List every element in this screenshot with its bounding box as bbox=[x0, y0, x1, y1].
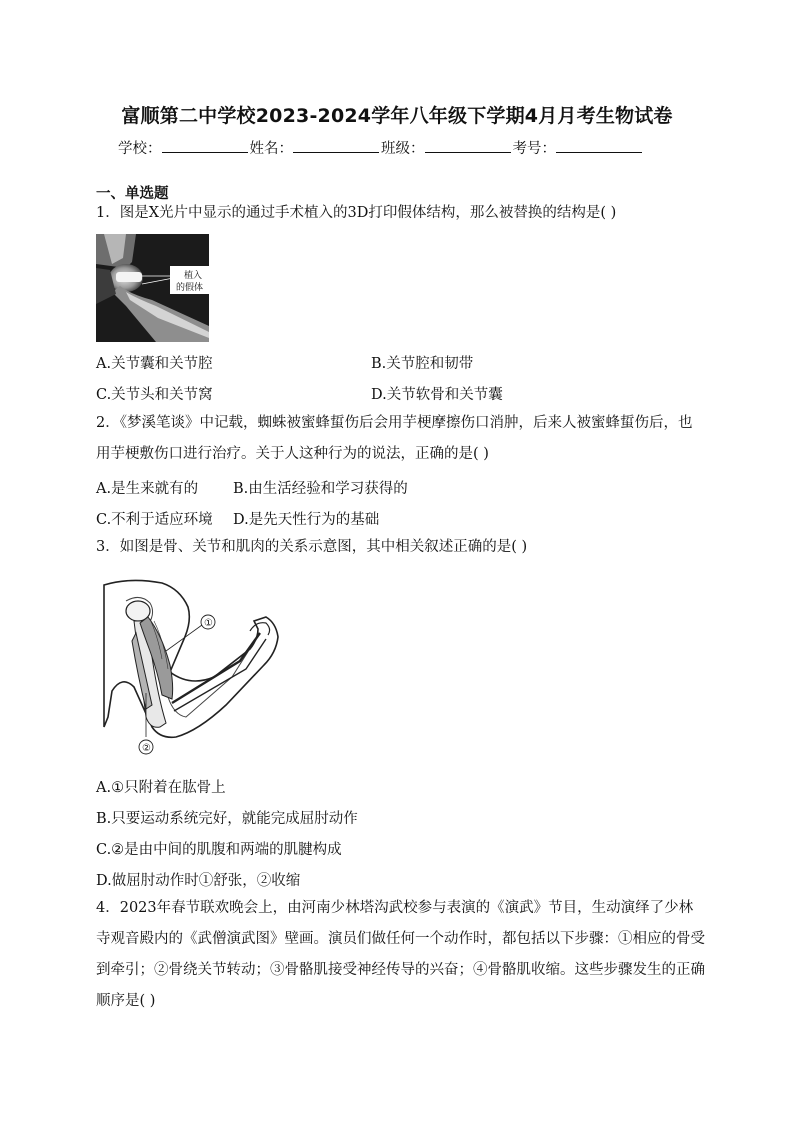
class-blank[interactable] bbox=[425, 138, 511, 153]
section-heading: 一、单选题 bbox=[96, 186, 169, 202]
q3-option-d[interactable]: D.做屈肘动作时①舒张，②收缩 bbox=[96, 873, 301, 889]
school-field bbox=[118, 137, 250, 158]
name-blank[interactable] bbox=[293, 138, 379, 153]
name-label: 姓名： bbox=[249, 141, 293, 157]
xray-label-line2: 的假体 bbox=[176, 283, 204, 293]
question-4-stem: 4．2023年春节联欢晚会上，由河南少林塔沟武校参与表演的《演武》节目，生动演绎了少林寺观音殿内的《武僧演武图》壁画。演员们做任何一个动作时，都包括以下步骤：①相应的骨受到牵引；②骨绕关节转动；③骨骼肌接受神经传导的兴奋；④骨骼肌收缩。这些步骤发生的正确顺序是( ) bbox=[96, 900, 705, 1009]
q2-option-a[interactable]: A.是生来就有的 bbox=[96, 481, 199, 497]
question-2-stem: 2．《梦溪笔谈》中记载，蜘蛛被蜜蜂蜇伤后会用芋梗摩擦伤口消肿，后来人被蜜蜂蜇伤后，也用芋梗敷伤口进行治疗。关于人这种行为的说法，正确的是( ) bbox=[96, 415, 693, 462]
q2-option-b[interactable]: B.由生活经验和学习获得的 bbox=[233, 481, 408, 497]
exam-number-blank[interactable] bbox=[556, 138, 642, 153]
question-1-stem: 1．图是X光片中显示的通过手术植入的3D打印假体结构，那么被替换的结构是( ) bbox=[96, 205, 617, 221]
q3-option-b[interactable]: B.只要运动系统完好，就能完成屈肘动作 bbox=[96, 811, 358, 827]
class-field bbox=[381, 137, 513, 158]
class-label: 班级： bbox=[381, 141, 425, 157]
question-3-stem: 3．如图是骨、关节和肌肉的关系示意图，其中相关叙述正确的是( ) bbox=[96, 539, 528, 555]
q1-option-b[interactable]: B.关节腔和韧带 bbox=[371, 356, 474, 372]
exam-title: 富顺第二中学校2023-2024学年八年级下学期4月月考生物试卷 bbox=[121, 105, 673, 127]
q3-option-c[interactable]: C.②是由中间的肌腹和两端的肌腱构成 bbox=[96, 842, 342, 858]
q2-option-d[interactable]: D.是先天性行为的基础 bbox=[233, 512, 380, 528]
name-field bbox=[250, 137, 382, 158]
school-blank[interactable] bbox=[162, 138, 248, 153]
student-info-row bbox=[118, 137, 644, 158]
q3-option-a[interactable]: A.①只附着在肱骨上 bbox=[96, 780, 226, 796]
q1-option-c[interactable]: C.关节头和关节窝 bbox=[96, 387, 213, 403]
school-label: 学校： bbox=[118, 141, 162, 157]
xray-label-line1: 植入 bbox=[184, 271, 203, 281]
q1-option-a[interactable]: A.关节囊和关节腔 bbox=[96, 356, 213, 372]
exam-number-field bbox=[513, 137, 645, 158]
q2-option-c[interactable]: C.不利于适应环境 bbox=[96, 512, 213, 528]
xray-prosthesis-figure bbox=[96, 234, 209, 342]
exam-number-label: 考号： bbox=[512, 141, 556, 157]
q1-option-d[interactable]: D.关节软骨和关节囊 bbox=[371, 387, 503, 403]
label-muscle-2: ② bbox=[142, 743, 151, 754]
label-muscle-1: ① bbox=[204, 618, 213, 629]
arm-muscle-diagram bbox=[100, 577, 285, 762]
